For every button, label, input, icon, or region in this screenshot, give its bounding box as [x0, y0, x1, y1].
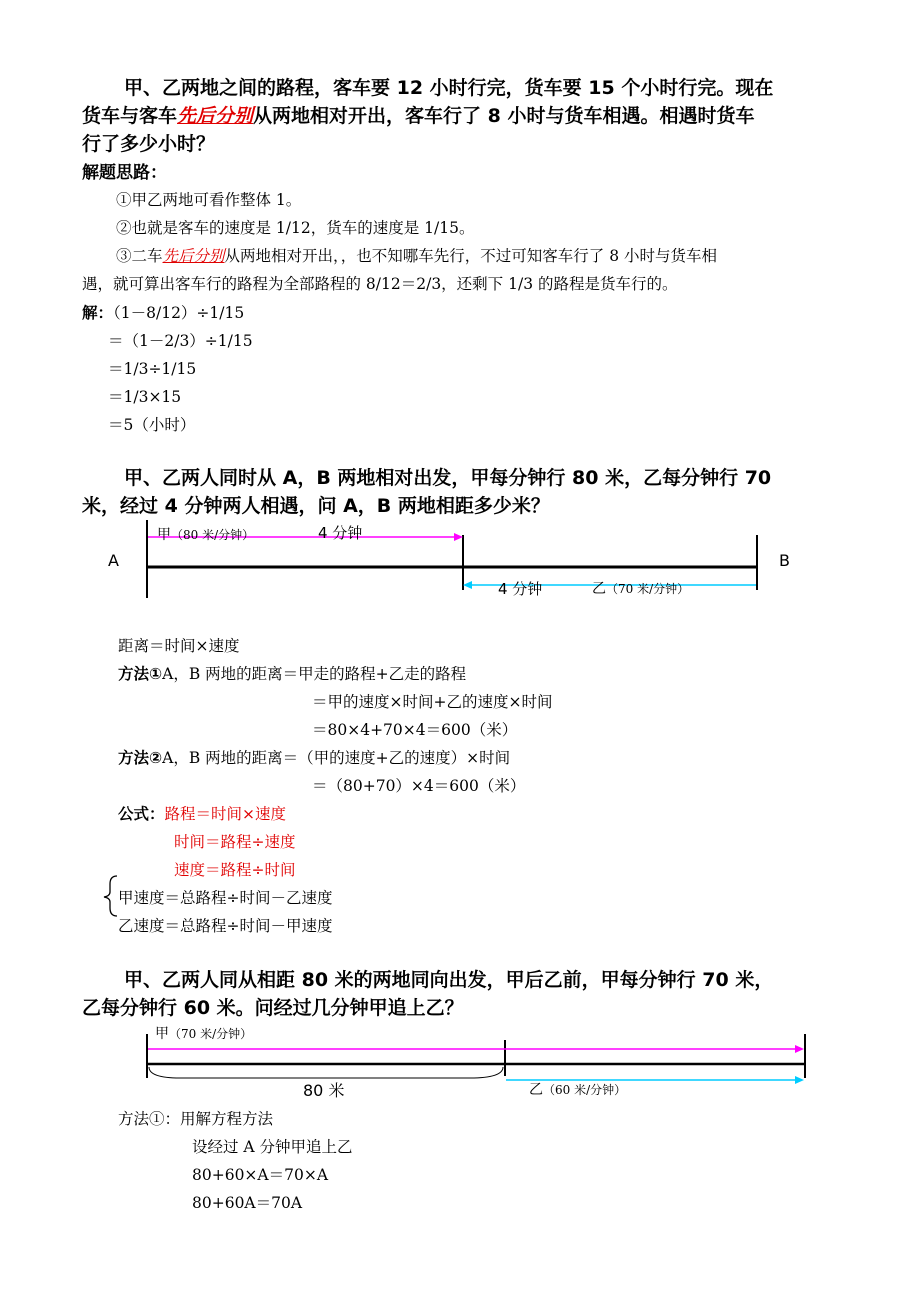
p2-jia: 甲 — [157, 527, 171, 543]
p3-m1-line3: 80+60A＝70A — [192, 1194, 303, 1212]
p1-step1: ①甲乙两地可看作整体 1。 — [116, 191, 302, 209]
p2-m2-line2: ＝（80+70）×4＝600（米） — [312, 777, 526, 795]
p2-formula1: 路程＝时间×速度 — [164, 805, 287, 823]
p2-formula4: 甲速度＝总路程÷时间－乙速度 — [118, 889, 333, 907]
p2-m1-line3: ＝80×4+70×4＝600（米） — [312, 721, 518, 739]
p2-m1-line2: ＝甲的速度×时间+乙的速度×时间 — [312, 693, 553, 711]
p2-jia-speed: （80 米/分钟） — [171, 528, 255, 542]
p1-step3-highlight: 先后分别 — [162, 247, 225, 265]
p2-yi: 乙 — [592, 581, 606, 597]
p3-line1: 甲、乙两人同从相距 80 米的两地同向出发，甲后乙前，甲每分钟行 70 米， — [124, 969, 774, 991]
p2-yi-time: 4 分钟 — [498, 580, 543, 598]
p3-m1-line1: 设经过 A 分钟甲追上乙 — [192, 1138, 353, 1156]
p2-formula-row1 — [118, 802, 286, 824]
p1-sol4: ＝1/3×15 — [108, 388, 182, 406]
p2-formula3: 速度＝路程÷时间 — [174, 861, 296, 879]
p2-yi-label — [592, 578, 689, 598]
p2-m1-text: A，B 两地的距离＝甲走的路程+乙走的路程 — [162, 665, 467, 683]
p3-yi-arrowhead — [795, 1076, 804, 1084]
p1-line2-post: 从两地相对开出，客车行了 8 小时与货车相遇。相遇时货车 — [253, 105, 755, 127]
p2-formula2: 时间＝路程÷速度 — [174, 833, 296, 851]
p2-label-a: A — [108, 551, 119, 570]
p3-line2: 乙每分钟行 60 米。问经过几分钟甲追上乙？ — [82, 997, 464, 1019]
p2-method2 — [118, 746, 510, 768]
p1-sol1: （1－8/12）÷1/15 — [113, 304, 245, 322]
p3-yi: 乙 — [529, 1082, 543, 1098]
p3-jia-speed: （70 米/分钟） — [169, 1027, 253, 1041]
p1-sol2: ＝（1－2/3）÷1/15 — [108, 332, 253, 350]
p2-line1: 甲、乙两人同时从 A，B 两地相对出发，甲每分钟行 80 米，乙每分钟行 70 — [124, 467, 772, 489]
p2-formula5: 乙速度＝总路程÷时间－甲速度 — [118, 917, 333, 935]
p3-brace — [149, 1067, 503, 1078]
p1-sol5: ＝5（小时） — [108, 416, 196, 434]
p1-heading: 解题思路： — [82, 163, 167, 183]
p3-gap-label: 80 米 — [303, 1081, 345, 1100]
p2-jia-label — [157, 524, 254, 544]
p3-jia-label — [155, 1023, 252, 1043]
p1-step3-post: 从两地相对开出，，也不知哪车先行，不过可知客车行了 8 小时与货车相 — [224, 247, 717, 265]
p2-formula-label: 公式： — [118, 805, 165, 823]
p2-distance-formula: 距离＝时间×速度 — [118, 637, 240, 655]
p2-method1 — [118, 662, 466, 684]
p1-highlight: 先后分别 — [177, 105, 254, 127]
p1-sol-label: 解： — [82, 304, 114, 322]
p1-step3-pre: ③二车 — [116, 247, 163, 265]
p3-jia: 甲 — [155, 1026, 169, 1042]
p3-method1: 方法①：用解方程方法 — [118, 1110, 274, 1128]
p2-label-b: B — [779, 551, 790, 570]
p1-line2-pre: 货车与客车 — [82, 105, 178, 127]
p3-yi-speed: （60 米/分钟） — [543, 1083, 627, 1097]
p2-jia-time: 4 分钟 — [318, 524, 363, 542]
formula-brace — [104, 876, 117, 916]
p2-line2: 米，经过 4 分钟两人相遇，问 A，B 两地相距多少米？ — [82, 495, 550, 517]
p2-yi-speed: （70 米/分钟） — [606, 582, 690, 596]
p2-yi-arrowhead — [463, 581, 472, 589]
p2-m1-label: 方法① — [118, 665, 163, 683]
p2-jia-arrowhead — [454, 533, 463, 541]
p1-line1: 甲、乙两地之间的路程，客车要 12 小时行完，货车要 15 个小时行完。现在 — [124, 77, 774, 99]
p3-jia-arrowhead — [795, 1045, 804, 1053]
p3-m1-line2: 80+60×A＝70×A — [192, 1166, 329, 1184]
p3-yi-label — [529, 1079, 626, 1099]
p1-line3: 行了多少小时？ — [82, 133, 216, 155]
p1-sol3: ＝1/3÷1/15 — [108, 360, 197, 378]
p1-step2: ②也就是客车的速度是 1/12，货车的速度是 1/15。 — [116, 219, 475, 237]
p1-step3-line2: 遇，就可算出客车行的路程为全部路程的 8/12＝2/3，还剩下 1/3 的路程是货车行的。 — [82, 275, 678, 293]
p2-m2-text: A，B 两地的距离＝（甲的速度+乙的速度）×时间 — [162, 749, 511, 767]
p2-m2-label: 方法② — [118, 749, 163, 767]
